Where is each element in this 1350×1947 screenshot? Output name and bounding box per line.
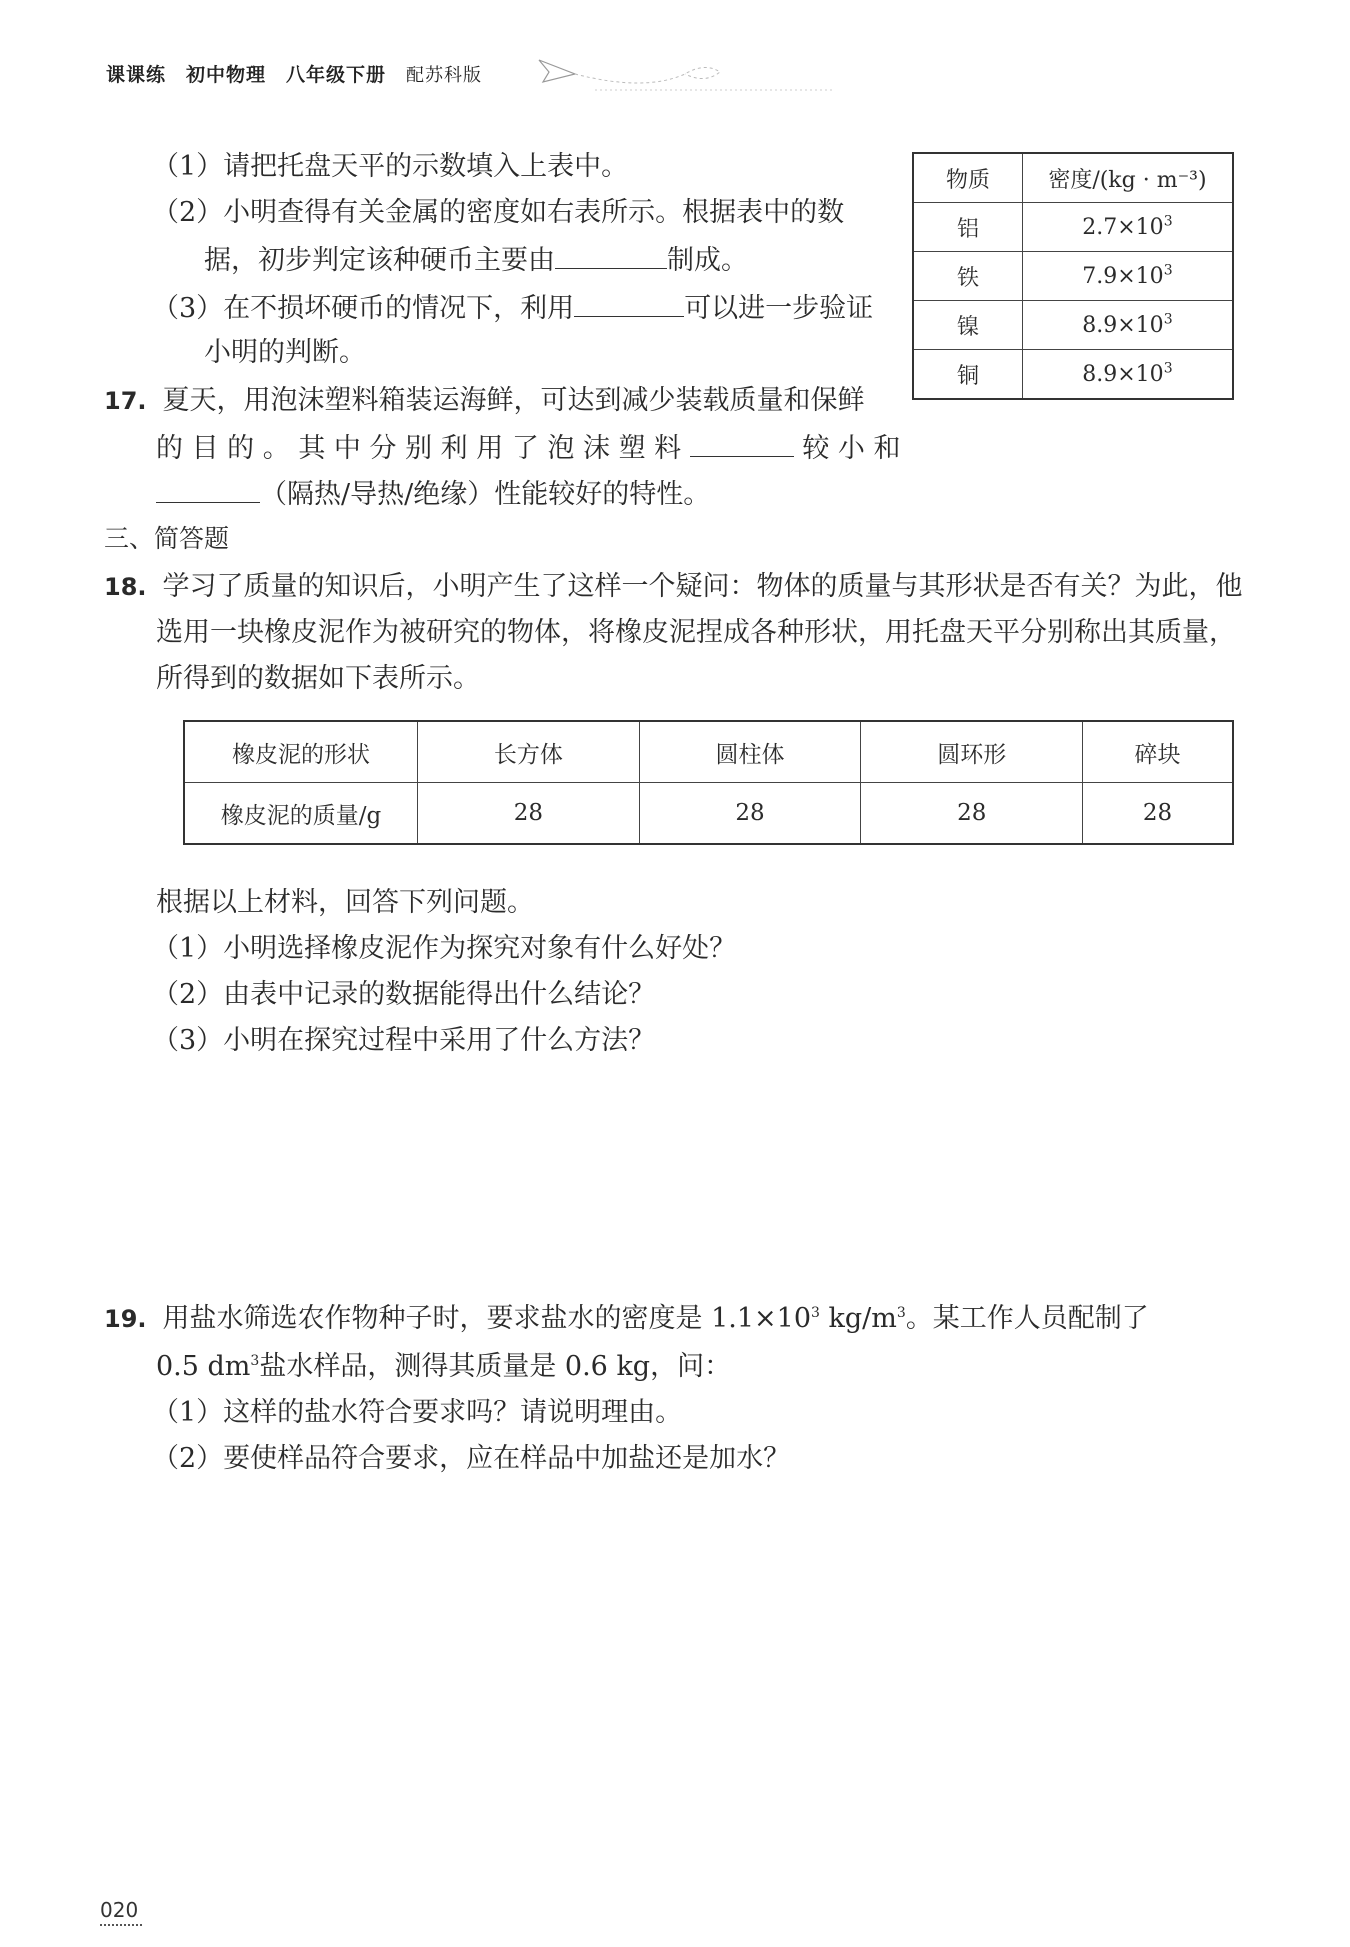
question-number: 17. [104, 387, 147, 415]
density-cell [1022, 252, 1233, 301]
table-cell: 28 [418, 783, 640, 845]
question-number: 19. [104, 1305, 147, 1333]
text: 盐水样品，测得其质量是 0.6 kg，问： [259, 1351, 732, 1382]
section-heading: 三、简答题 [104, 524, 230, 553]
text: 的 目 的 。 其 中 分 别 利 用 了 泡 沫 塑 料 [156, 433, 682, 464]
q17-line2 [156, 430, 901, 466]
exponent: 3 [1163, 311, 1173, 328]
text: 0.5 dm [156, 1351, 251, 1382]
table-row [913, 301, 1233, 350]
edition-name: 配苏科版 [406, 65, 483, 86]
density-value: 8.9×10 [1082, 361, 1164, 387]
row-header-cell: 橡皮泥的质量/g [184, 783, 418, 845]
table-cell: 28 [861, 783, 1083, 845]
text: （3）在不损坏硬币的情况下，利用 [152, 293, 575, 324]
text: 可以进一步验证 [684, 293, 874, 324]
text: 制成。 [667, 245, 748, 276]
q19-part2: （2）要使样品符合要求，应在样品中加盐还是加水？ [152, 1443, 791, 1474]
q19-line2 [156, 1350, 731, 1384]
table-row [184, 783, 1233, 845]
q18-part2: （2）由表中记录的数据能得出什么结论？ [152, 979, 656, 1010]
text: 。某工作人员配制了 [905, 1303, 1149, 1334]
page-number: 020 [100, 1898, 139, 1922]
density-cell [1022, 350, 1233, 400]
q19-part1: （1）这样的盐水符合要求吗？请说明理由。 [152, 1397, 683, 1428]
answer-blank[interactable] [555, 242, 667, 269]
header-cell: 物质 [913, 153, 1022, 203]
answer-blank[interactable] [690, 430, 794, 457]
table-row [184, 721, 1233, 783]
q18-line2: 选用一块橡皮泥作为被研究的物体，将橡皮泥捏成各种形状，用托盘天平分别称出其质量， [156, 617, 1236, 648]
exponent: 3 [811, 1305, 820, 1321]
q16-part3-line2: 小明的判断。 [204, 337, 366, 368]
exponent: 3 [1163, 213, 1173, 230]
table-cell: 长方体 [418, 721, 640, 783]
substance-cell: 铜 [913, 350, 1022, 400]
exponent: 3 [1163, 262, 1173, 279]
series-name: 课课练 [106, 64, 167, 86]
q18-part3: （3）小明在探究过程中采用了什么方法？ [152, 1025, 656, 1056]
q19-line1 [104, 1302, 1149, 1336]
q16-part2-line2 [204, 242, 748, 278]
row-header-cell: 橡皮泥的形状 [184, 721, 418, 783]
text: 据，初步判定该种硬币主要由 [204, 245, 555, 276]
density-value: 7.9×10 [1082, 263, 1164, 289]
table-cell: 圆环形 [861, 721, 1083, 783]
header-cell: 密度/(kg · m⁻³) [1022, 153, 1233, 203]
table-cell: 28 [1083, 783, 1233, 845]
text: 学习了质量的知识后，小明产生了这样一个疑问：物体的质量与其形状是否有关？为此，他 [162, 571, 1243, 602]
paper-plane-decoration [535, 52, 845, 100]
exponent: 3 [250, 1353, 260, 1369]
q17-line1 [104, 384, 865, 418]
table-row [913, 350, 1233, 400]
text: 用盐水筛选农作物种子时，要求盐水的密度是 1.1×10 [162, 1303, 812, 1334]
answer-blank[interactable] [574, 290, 684, 317]
text: （隔热/导热/绝缘）性能较好的特性。 [260, 479, 711, 510]
q16-part3-line1 [152, 290, 873, 326]
q16-part1: （1）请把托盘天平的示数填入上表中。 [152, 151, 629, 182]
q18-line1 [104, 570, 1243, 604]
density-cell [1022, 203, 1233, 252]
clay-mass-table [183, 720, 1234, 845]
q18-intro: 根据以上材料，回答下列问题。 [156, 887, 534, 918]
exponent: 3 [1163, 360, 1173, 377]
q18-line3: 所得到的数据如下表所示。 [156, 663, 480, 694]
text: 夏天，用泡沫塑料箱装运海鲜，可达到减少装载质量和保鲜 [162, 385, 865, 416]
page-header [106, 60, 502, 87]
table-cell: 28 [639, 783, 861, 845]
q17-line3 [156, 476, 710, 512]
q16-part2-line1: （2）小明查得有关金属的密度如右表所示。根据表中的数 [152, 197, 845, 228]
density-value: 8.9×10 [1082, 312, 1164, 338]
answer-blank[interactable] [156, 476, 260, 503]
table-row [913, 252, 1233, 301]
q18-part1: （1）小明选择橡皮泥作为探究对象有什么好处？ [152, 933, 737, 964]
density-cell [1022, 301, 1233, 350]
table-cell: 碎块 [1083, 721, 1233, 783]
table-row [913, 203, 1233, 252]
text: kg/m [819, 1303, 897, 1334]
substance-cell: 铁 [913, 252, 1022, 301]
substance-cell: 镍 [913, 301, 1022, 350]
question-number: 18. [104, 573, 147, 601]
density-table [912, 152, 1234, 400]
table-cell: 圆柱体 [639, 721, 861, 783]
grade-name: 八年级下册 [286, 64, 387, 86]
table-header-row [913, 153, 1233, 203]
text: 较 小 和 [802, 433, 901, 464]
density-value: 2.7×10 [1082, 214, 1164, 240]
page-number-underline [100, 1924, 142, 1926]
subject-name: 初中物理 [186, 64, 267, 86]
substance-cell: 铝 [913, 203, 1022, 252]
exponent: 3 [896, 1305, 906, 1321]
